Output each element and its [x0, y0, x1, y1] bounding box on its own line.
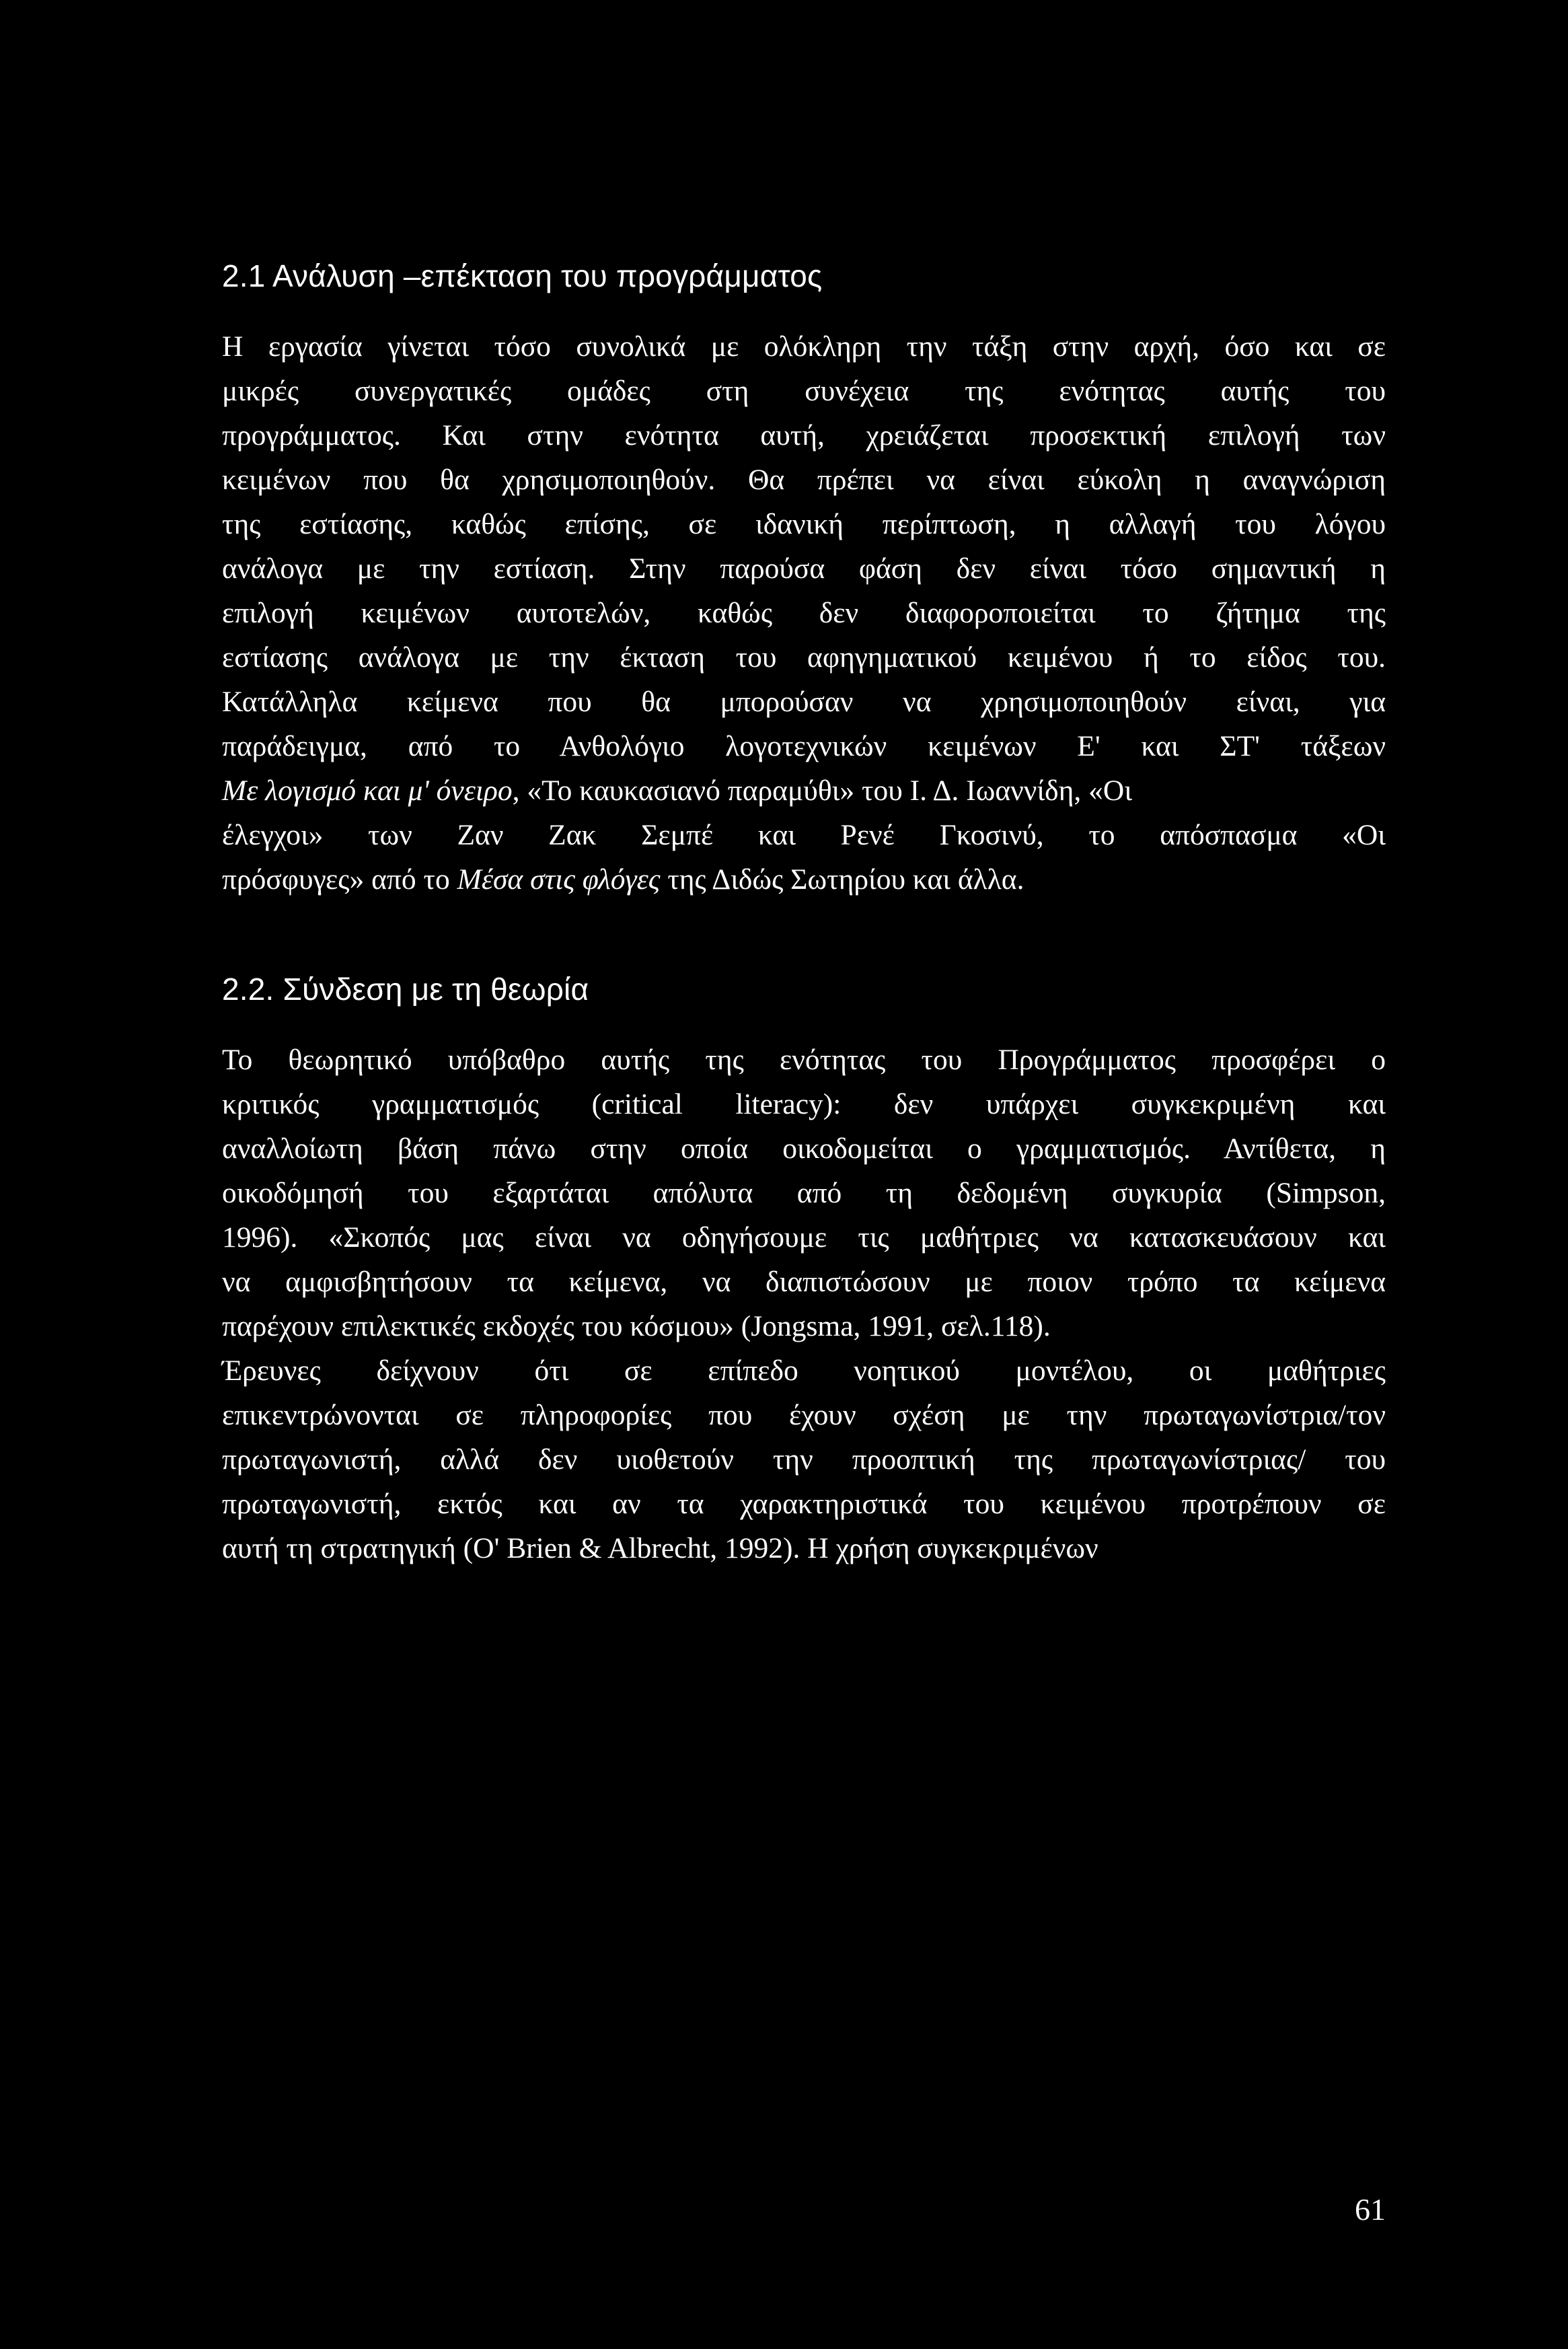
text-line: ανάλογα με την εστίαση. Στην παρούσα φάση δεν είναι τόσο σημαντική η [222, 552, 1386, 585]
text-line: κριτικός γραμματισμός (critical literacy): δεν υπάρχει συγκεκριμένη και [222, 1088, 1386, 1120]
book-title-italic: Μέσα στις φλόγες [457, 863, 661, 896]
text-line: επιλογή κειμένων αυτοτελών, καθώς δεν διαφοροποιείται το ζήτημα της [222, 597, 1386, 629]
text-line: Η εργασία γίνεται τόσο συνολικά με ολόκληρη την τάξη στην αρχή, όσο και σε [222, 330, 1386, 363]
paragraph-analysis [222, 324, 1386, 902]
text-line: της εστίασης, καθώς επίσης, σε ιδανική περίπτωση, η αλλαγή του λόγου [222, 508, 1386, 540]
text-line: παρέχουν επιλεκτικές εκδοχές του κόσμου» (Jongsma, 1991, σελ.118). [222, 1310, 1051, 1342]
section-heading-2-1: 2.1 Ανάλυση –επέκταση του προγράμματος [222, 258, 823, 293]
text-line: 1996). «Σκοπός μας είναι να οδηγήσουμε τις μαθήτριες να κατασκευάσουν και [222, 1221, 1386, 1254]
text-line: μικρές συνεργατικές ομάδες στη συνέχεια της ενότητας αυτής του [222, 375, 1386, 407]
text-line: οικοδόμησή του εξαρτάται απόλυτα από τη δεδομένη συγκυρία (Simpson, [222, 1177, 1386, 1209]
text-line: Το θεωρητικό υπόβαθρο αυτής της ενότητας του Προγράμματος προσφέρει ο [222, 1044, 1386, 1076]
text-fragment: της Διδώς Σωτηρίου και άλλα. [660, 863, 1024, 896]
text-line: εστίασης ανάλογα με την έκταση του αφηγηματικού κειμένου ή το είδος του. [222, 641, 1386, 674]
page-content [222, 249, 1386, 1570]
book-title-italic: Με λογισμό και μ' όνειρο [222, 774, 513, 807]
text-line: αυτή τη στρατηγική (O' Brien & Albrecht, 1992). Η χρήση συγκεκριμένων [222, 1532, 1098, 1564]
text-line: πρωταγωνιστή, αλλά δεν υιοθετούν την προοπτική της πρωταγωνίστριας/ του [222, 1443, 1386, 1476]
section-heading-2-2: 2.2. Σύνδεση με τη θεωρία [222, 972, 589, 1007]
paragraph-theory [222, 1038, 1386, 1570]
section-spacer [222, 902, 1386, 962]
page-number: 61 [1355, 2192, 1386, 2227]
text-line: έλεγχοι» των Ζαν Ζακ Σεμπέ και Ρενέ Γκοσινύ, το απόσπασμα «Οι [222, 819, 1386, 851]
text-fragment: , «Το καυκασιανό παραμύθι» του Ι. Δ. Ιωαννίδη, «Οι [512, 774, 1133, 807]
text-line: κειμένων που θα χρησιμοποιηθούν. Θα πρέπει να είναι εύκολη η αναγνώριση [222, 464, 1386, 496]
text-line: αναλλοίωτη βάση πάνω στην οποία οικοδομείται ο γραμματισμός. Αντίθετα, η [222, 1132, 1386, 1165]
text-line [222, 857, 1386, 902]
text-fragment: πρόσφυγες» από το [222, 863, 457, 896]
text-line: να αμφισβητήσουν τα κείμενα, να διαπιστώσουν με ποιον τρόπο τα κείμενα [222, 1266, 1386, 1298]
text-line: προγράμματος. Και στην ενότητα αυτή, χρειάζεται προσεκτική επιλογή των [222, 419, 1386, 451]
text-line [222, 768, 1386, 813]
text-line: Έρευνες δείχνουν ότι σε επίπεδο νοητικού μοντέλου, οι μαθήτριες [222, 1354, 1386, 1387]
text-line: πρωταγωνιστή, εκτός και αν τα χαρακτηριστικά του κειμένου προτρέπουν σε [222, 1488, 1386, 1520]
text-line: επικεντρώνονται σε πληροφορίες που έχουν σχέση με την πρωταγωνίστρια/τον [222, 1399, 1386, 1431]
text-line: Κατάλληλα κείμενα που θα μπορούσαν να χρησιμοποιηθούν είναι, για [222, 686, 1386, 718]
text-line: παράδειγμα, από το Ανθολόγιο λογοτεχνικών κειμένων Ε' και ΣΤ' τάξεων [222, 730, 1386, 762]
